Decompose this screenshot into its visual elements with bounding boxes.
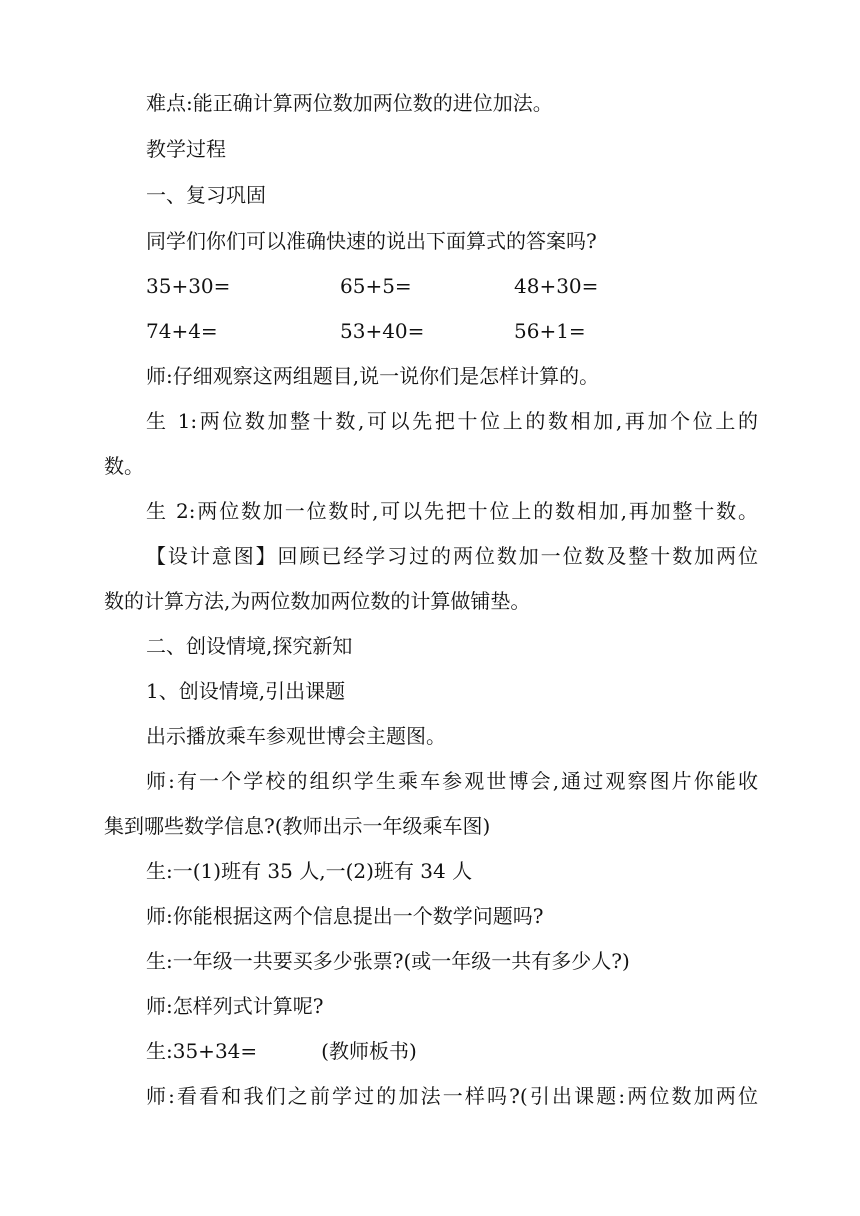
paragraph-student2: 生 2:两位数加一位数时,可以先把十位上的数相加,再加整十数。 (146, 499, 758, 523)
paragraph-show-picture: 出示播放乘车参观世博会主题图。 (146, 724, 446, 748)
subsection-heading-scenario: 1、创设情境,引出课题 (146, 679, 346, 703)
paragraph-question: 同学们你们可以准确快速的说出下面算式的答案吗? (146, 229, 597, 253)
paragraph-student-classes: 生:一(1)班有 35 人,一(2)班有 34 人 (146, 859, 473, 883)
section-heading-teaching-process: 教学过程 (146, 137, 226, 161)
paragraph-teacher-calc: 师:怎样列式计算呢? (146, 994, 324, 1018)
exercise-cell: 65+5= (340, 274, 412, 298)
exercise-cell: 48+30= (514, 274, 599, 298)
paragraph-student1-line2: 数。 (104, 454, 144, 478)
paragraph-teacher-expo-line1: 师:有一个学校的组织学生乘车参观世博会,通过观察图片你能收 (146, 769, 758, 793)
equation-text: 生:35+34= (146, 1039, 258, 1063)
paragraph-teacher-question: 师:你能根据这两个信息提出一个数学问题吗? (146, 904, 544, 928)
exercise-cell: 35+30= (146, 274, 231, 298)
paragraph-student-equation (146, 1036, 417, 1066)
paragraph-teacher-compare: 师:看看和我们之前学过的加法一样吗?(引出课题:两位数加两位 (146, 1084, 758, 1108)
exercise-cell: 56+1= (514, 319, 586, 343)
paragraph-student1-line1: 生 1:两位数加整十数,可以先把十位上的数相加,再加个位上的 (146, 409, 758, 433)
paragraph-design-intent-line1: 【设计意图】回顾已经学习过的两位数加一位数及整十数加两位 (146, 544, 758, 568)
paragraph-teacher-expo-line2: 集到哪些数学信息?(教师出示一年级乘车图) (104, 814, 491, 838)
paragraph-student-tickets: 生:一年级一共要买多少张票?(或一年级一共有多少人?) (146, 949, 630, 973)
difficulty-line: 难点:能正确计算两位数加两位数的进位加法。 (146, 91, 553, 115)
paragraph-teacher-observe: 师:仔细观察这两组题目,说一说你们是怎样计算的。 (146, 364, 600, 388)
section-heading-new-knowledge: 二、创设情境,探究新知 (146, 634, 353, 658)
paragraph-design-intent-line2: 数的计算方法,为两位数加两位数的计算做铺垫。 (104, 589, 531, 613)
board-note: (教师板书) (321, 1039, 417, 1063)
exercise-cell: 74+4= (146, 319, 218, 343)
exercise-cell: 53+40= (340, 319, 425, 343)
section-heading-review: 一、复习巩固 (146, 183, 266, 207)
